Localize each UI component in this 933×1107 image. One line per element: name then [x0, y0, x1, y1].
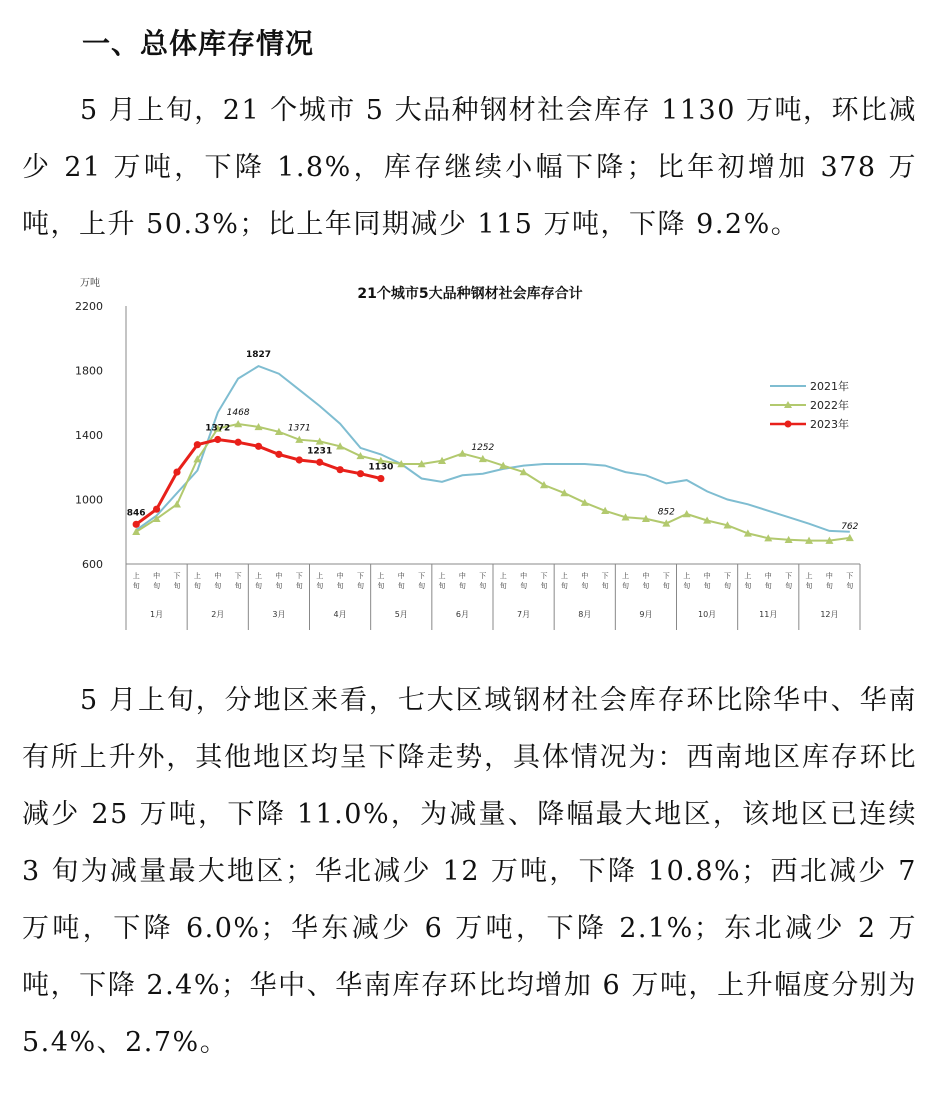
data-point-2022年	[173, 500, 181, 507]
x-month-label: 2月	[211, 610, 225, 619]
x-tick-label-bottom: 旬	[336, 582, 344, 590]
x-tick-label-top: 上	[193, 572, 201, 580]
x-tick-label-top: 上	[132, 572, 140, 580]
series-line-2023年	[136, 440, 381, 525]
data-point-2023年	[214, 436, 221, 443]
x-tick-label-bottom: 旬	[479, 582, 487, 590]
x-tick-label-bottom: 旬	[397, 582, 405, 590]
x-tick-label-bottom: 旬	[153, 582, 161, 590]
x-month-label: 4月	[333, 610, 347, 619]
x-tick-label-top: 下	[846, 572, 854, 580]
x-tick-label-bottom: 旬	[540, 582, 548, 590]
x-tick-label-top: 下	[540, 572, 548, 580]
x-tick-label-top: 中	[336, 572, 344, 580]
x-tick-label-bottom: 旬	[173, 582, 181, 590]
x-tick-label-top: 中	[458, 572, 466, 580]
x-tick-label-top: 上	[499, 572, 507, 580]
x-tick-label-bottom: 旬	[622, 582, 630, 590]
x-month-label: 9月	[639, 610, 653, 619]
x-tick-label-top: 上	[805, 572, 813, 580]
x-tick-label-top: 上	[255, 572, 263, 580]
x-tick-label-top: 下	[785, 572, 793, 580]
chart-title: 21个城市5大品种钢材社会库存合计	[357, 286, 583, 302]
data-label: 1827	[245, 350, 272, 361]
x-tick-label-bottom: 旬	[255, 582, 263, 590]
x-tick-label-bottom: 旬	[723, 582, 731, 590]
x-tick-label-top: 上	[316, 572, 324, 580]
x-tick-label-top: 上	[438, 572, 446, 580]
data-point-2023年	[153, 506, 160, 513]
x-tick-label-top: 下	[418, 572, 426, 580]
x-tick-label-top: 下	[234, 572, 242, 580]
x-tick-label-bottom: 旬	[356, 582, 364, 590]
x-tick-label-bottom: 旬	[805, 582, 813, 590]
x-month-label: 7月	[517, 610, 531, 619]
paragraph-2-text: 5 月上旬，分地区来看，七大区域钢材社会库存环比除华中、华南有所上升外，其他地区均呈下降走势，具体情况为：西南地区库存环比减少 25 万吨，下降 11.0%，为减量、降幅最大地区，该地区已连续 3 旬为减量最大地区；华北减少 12 万吨，下降 10.8%；西北减少 7 万吨，下降 6.0%；华东减少 6 万吨，下降 2.1%；东北减少 2 万吨，下降 2.4%；华中、华南库存环比均增加 6 万吨，上升幅度分别为 5.4%、2.7%。	[22, 685, 917, 1058]
x-tick-label-top: 上	[683, 572, 691, 580]
y-tick-label: 1800	[75, 364, 103, 378]
x-tick-label-bottom: 旬	[785, 582, 793, 590]
data-point-2023年	[316, 459, 323, 466]
x-tick-label-top: 上	[622, 572, 630, 580]
data-label: 762	[841, 521, 859, 532]
x-tick-label-top: 中	[642, 572, 650, 580]
x-month-label: 12月	[820, 610, 839, 619]
x-tick-label-bottom: 旬	[418, 582, 426, 590]
x-month-label: 6月	[455, 610, 469, 619]
y-tick-label: 1400	[75, 429, 103, 442]
data-label: 1372	[205, 423, 231, 434]
data-point-2023年	[275, 451, 282, 458]
legend-label: 2022年	[810, 399, 849, 412]
data-label: 1371	[287, 423, 311, 434]
data-point-2023年	[194, 441, 201, 448]
x-tick-label-top: 中	[825, 572, 833, 580]
x-tick-label-bottom: 旬	[132, 582, 140, 590]
x-tick-label-top: 下	[601, 572, 609, 580]
data-point-2023年	[235, 439, 242, 446]
x-tick-label-top: 上	[560, 572, 568, 580]
data-label: 1130	[368, 462, 394, 473]
x-tick-label-bottom: 旬	[581, 582, 589, 590]
x-tick-label-top: 中	[397, 572, 405, 580]
legend-label: 2023年	[810, 418, 849, 431]
x-tick-label-top: 下	[479, 572, 487, 580]
data-label: 1231	[307, 446, 333, 457]
data-label: 1252	[471, 442, 495, 453]
legend-marker-2023年	[785, 421, 792, 428]
x-tick-label-bottom: 旬	[520, 582, 528, 590]
x-tick-label-top: 下	[662, 572, 670, 580]
x-month-label: 1月	[150, 610, 164, 619]
x-tick-label-bottom: 旬	[193, 582, 201, 590]
y-tick-label: 600	[82, 558, 103, 571]
x-tick-label-bottom: 旬	[642, 582, 650, 590]
legend-label: 2021年	[810, 380, 849, 393]
x-month-label: 3月	[272, 610, 286, 619]
x-tick-label-top: 下	[723, 572, 731, 580]
x-tick-label-bottom: 旬	[601, 582, 609, 590]
x-tick-label-bottom: 旬	[316, 582, 324, 590]
x-tick-label-bottom: 旬	[438, 582, 446, 590]
x-tick-label-top: 中	[581, 572, 589, 580]
paragraph-1	[22, 82, 917, 253]
section-heading: 一、总体库存情况	[82, 27, 315, 60]
x-tick-label-top: 中	[703, 572, 711, 580]
x-month-label: 5月	[394, 610, 408, 619]
x-tick-label-bottom: 旬	[846, 582, 854, 590]
x-tick-label-top: 中	[764, 572, 772, 580]
x-tick-label-top: 下	[173, 572, 181, 580]
y-tick-label: 1000	[75, 493, 103, 507]
data-point-2023年	[133, 521, 140, 528]
data-point-2023年	[255, 443, 262, 450]
x-tick-label-bottom: 旬	[295, 582, 303, 590]
x-tick-label-bottom: 旬	[825, 582, 833, 590]
x-tick-label-top: 上	[377, 572, 385, 580]
data-point-2023年	[173, 468, 180, 475]
x-tick-label-top: 中	[214, 572, 222, 580]
data-point-2023年	[357, 470, 364, 477]
x-tick-label-bottom: 旬	[683, 582, 691, 590]
y-axis-unit: 万吨	[80, 278, 100, 289]
x-tick-label-bottom: 旬	[234, 582, 242, 590]
x-tick-label-top: 中	[520, 572, 528, 580]
inventory-line-chart	[70, 268, 870, 636]
y-tick-label: 2200	[75, 300, 103, 313]
x-tick-label-bottom: 旬	[458, 582, 466, 590]
x-tick-label-bottom: 旬	[764, 582, 772, 590]
x-tick-label-top: 下	[356, 572, 364, 580]
x-tick-label-bottom: 旬	[275, 582, 283, 590]
paragraph-2	[22, 672, 917, 1071]
x-tick-label-bottom: 旬	[662, 582, 670, 590]
data-point-2022年	[683, 510, 691, 517]
x-tick-label-bottom: 旬	[214, 582, 222, 590]
x-tick-label-bottom: 旬	[499, 582, 507, 590]
x-tick-label-bottom: 旬	[744, 582, 752, 590]
x-tick-label-top: 下	[295, 572, 303, 580]
x-tick-label-top: 中	[153, 572, 161, 580]
paragraph-1-text: 5 月上旬，21 个城市 5 大品种钢材社会库存 1130 万吨，环比减少 21 万吨，下降 1.8%，库存继续小幅下降；比年初增加 378 万吨，上升 50.3%；比上年同期减少 115 万吨，下降 9.2%。	[22, 95, 917, 240]
data-point-2023年	[296, 456, 303, 463]
x-month-label: 8月	[578, 610, 592, 619]
x-month-label: 11月	[759, 610, 778, 619]
data-point-2023年	[336, 466, 343, 473]
data-label: 852	[657, 507, 675, 518]
x-tick-label-top: 中	[275, 572, 283, 580]
x-tick-label-top: 上	[744, 572, 752, 580]
x-tick-label-bottom: 旬	[377, 582, 385, 590]
x-month-label: 10月	[697, 610, 717, 619]
data-point-2022年	[458, 450, 466, 457]
x-tick-label-bottom: 旬	[703, 582, 711, 590]
data-point-2023年	[377, 475, 384, 482]
data-label: 846	[126, 508, 146, 519]
data-label: 1468	[226, 408, 250, 419]
series-line-2022年	[136, 424, 850, 541]
x-tick-label-bottom: 旬	[560, 582, 568, 590]
